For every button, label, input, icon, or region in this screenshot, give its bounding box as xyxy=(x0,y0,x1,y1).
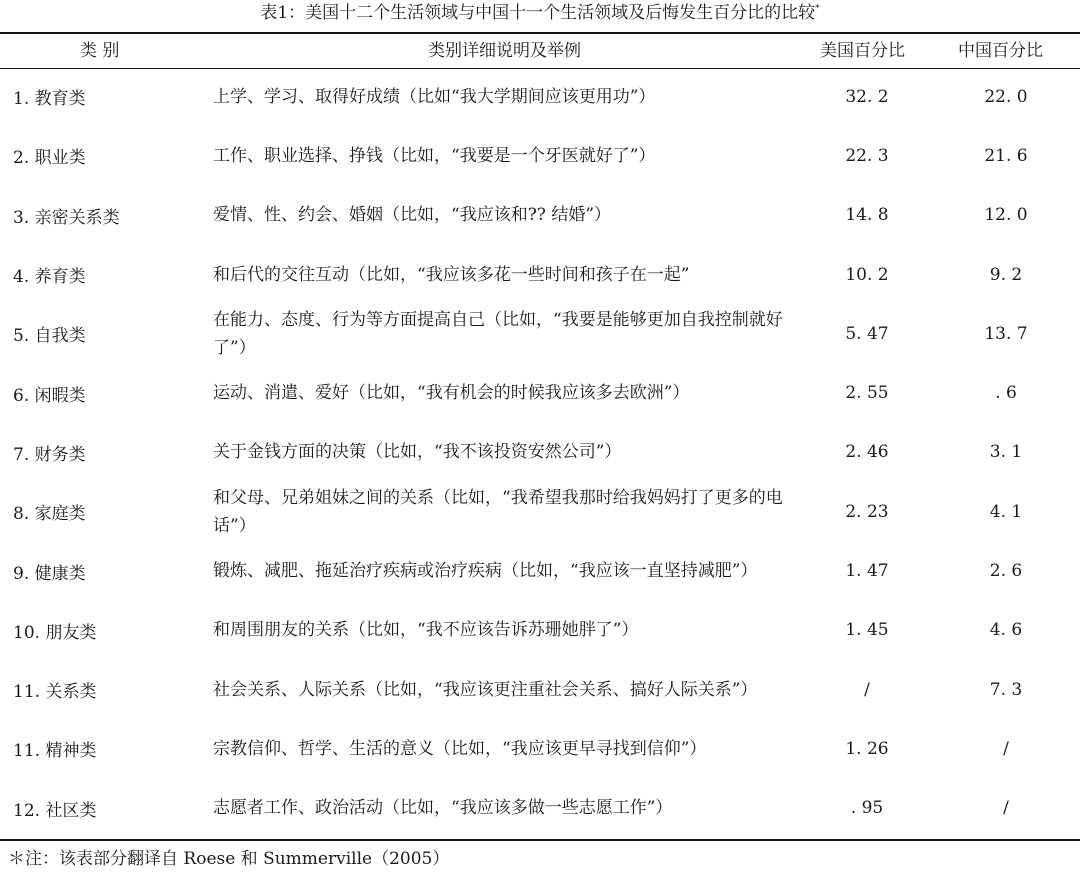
row-cn-percent: / xyxy=(1003,798,1009,819)
header-cn-percent: 中国百分比 xyxy=(958,41,1043,61)
table-row xyxy=(0,245,1080,304)
table-footnote: ＊注：该表部分翻译自 Roese 和 Summerville（2005） xyxy=(8,849,450,869)
row-description: 爱情、性、约会、婚姻（比如，“我应该和?? 结婚”） xyxy=(213,205,612,226)
row-category: 1. 教育类 xyxy=(13,89,86,110)
table-row xyxy=(0,482,1080,541)
row-us-percent: 2. 46 xyxy=(845,442,889,463)
row-us-percent: 1. 26 xyxy=(845,738,889,759)
row-cn-percent: / xyxy=(1003,738,1009,759)
table-row xyxy=(0,601,1080,660)
header-us-percent: 美国百分比 xyxy=(820,41,905,61)
header-category: 类 别 xyxy=(80,41,120,61)
row-cn-percent: 4. 6 xyxy=(989,620,1023,641)
row-description: 关于金钱方面的决策（比如，“我不该投资安然公司”） xyxy=(213,442,622,463)
row-category: 6. 闲暇类 xyxy=(13,385,86,406)
row-description: 锻炼、减肥、拖延治疗疾病或治疗疾病（比如，“我应该一直坚持减肥”） xyxy=(213,561,758,582)
row-description: 在能力、态度、行为等方面提高自己（比如，“我要是能够更加自我控制就好了”） xyxy=(213,309,783,358)
table-row xyxy=(0,423,1080,482)
row-description: 志愿者工作、政治活动（比如，“我应该多做一些志愿工作”） xyxy=(213,798,673,819)
row-category: 11. 精神类 xyxy=(13,741,97,762)
row-us-percent: 14. 8 xyxy=(845,205,889,226)
table-row xyxy=(0,126,1080,185)
row-us-percent: 2. 55 xyxy=(845,383,889,404)
row-cn-percent: . 6 xyxy=(995,383,1017,404)
row-description: 宗教信仰、哲学、生活的意义（比如，“我应该更早寻找到信仰”） xyxy=(213,738,707,759)
row-cn-percent: 12. 0 xyxy=(984,205,1028,226)
table-row xyxy=(0,67,1080,126)
table-row xyxy=(0,660,1080,719)
row-description: 和后代的交往互动（比如，“我应该多花一些时间和孩子在一起” xyxy=(213,264,690,285)
row-us-percent: 22. 3 xyxy=(845,145,889,166)
row-description: 社会关系、人际关系（比如，“我应该更注重社会关系、搞好人际关系”） xyxy=(213,679,758,700)
row-us-percent: . 95 xyxy=(850,798,884,819)
row-category: 2. 职业类 xyxy=(13,148,86,169)
row-category: 4. 养育类 xyxy=(13,267,86,288)
row-cn-percent: 13. 7 xyxy=(984,323,1028,344)
row-cn-percent: 9. 2 xyxy=(989,264,1023,285)
row-cn-percent: 3. 1 xyxy=(989,442,1023,463)
row-us-percent: 1. 45 xyxy=(845,620,889,641)
caption-text: 表1：美国十二个生活领域与中国十一个生活领域及后悔发生百分比的比较 xyxy=(260,3,816,23)
table-row xyxy=(0,186,1080,245)
row-description: 运动、消遣、爱好（比如，“我有机会的时候我应该多去欧洲”） xyxy=(213,383,690,404)
row-cn-percent: 4. 1 xyxy=(989,501,1023,522)
row-us-percent: 10. 2 xyxy=(845,264,889,285)
table-row xyxy=(0,304,1080,363)
row-category: 11. 关系类 xyxy=(13,682,97,703)
row-category: 7. 财务类 xyxy=(13,444,86,465)
row-category: 12. 社区类 xyxy=(13,800,97,821)
row-description: 上学、学习、取得好成绩（比如“我大学期间应该更用功”） xyxy=(213,86,656,107)
row-cn-percent: 21. 6 xyxy=(984,145,1028,166)
row-description: 和周围朋友的关系（比如，“我不应该告诉苏珊她胖了”） xyxy=(213,620,639,641)
table-caption xyxy=(0,0,1080,30)
bottom-rule xyxy=(0,839,1080,841)
row-description: 和父母、兄弟姐妹之间的关系（比如，“我希望我那时给我妈妈打了更多的电话”） xyxy=(213,487,783,536)
table-row xyxy=(0,364,1080,423)
row-us-percent: 32. 2 xyxy=(845,86,889,107)
row-us-percent: 2. 23 xyxy=(845,501,889,522)
row-category: 10. 朋友类 xyxy=(13,622,97,643)
table-row xyxy=(0,719,1080,778)
row-cn-percent: 2. 6 xyxy=(989,561,1023,582)
table-row xyxy=(0,541,1080,600)
caption-footnote-mark: * xyxy=(815,4,820,14)
row-category: 8. 家庭类 xyxy=(13,504,86,525)
row-category: 3. 亲密关系类 xyxy=(13,207,120,228)
table-row xyxy=(0,779,1080,838)
row-us-percent: 1. 47 xyxy=(845,561,889,582)
row-category: 9. 健康类 xyxy=(13,563,86,584)
header-description: 类别详细说明及举例 xyxy=(428,41,581,61)
row-cn-percent: 22. 0 xyxy=(984,86,1028,107)
row-description: 工作、职业选择、挣钱（比如，“我要是一个牙医就好了”） xyxy=(213,145,656,166)
row-us-percent: / xyxy=(864,679,870,700)
row-us-percent: 5. 47 xyxy=(845,323,889,344)
row-cn-percent: 7. 3 xyxy=(989,679,1023,700)
row-category: 5. 自我类 xyxy=(13,326,86,347)
